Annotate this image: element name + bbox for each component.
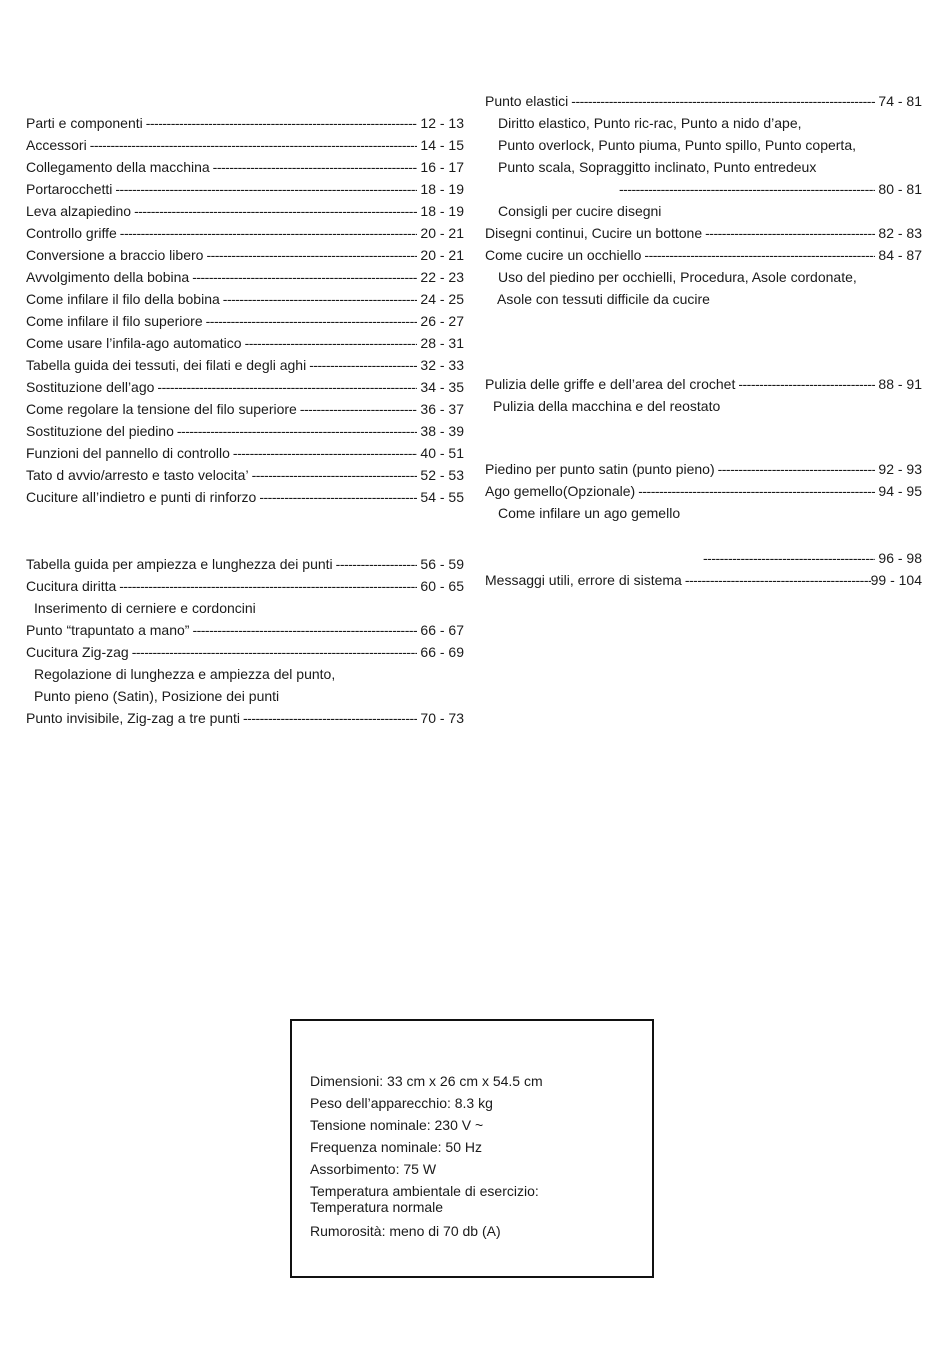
toc-entry-pages: 70 - 73 — [420, 710, 464, 726]
toc-entry — [485, 244, 922, 266]
toc-entry-pages: 18 - 19 — [420, 203, 464, 219]
toc-leader — [90, 134, 418, 156]
toc-entry — [26, 575, 464, 597]
toc-leader — [119, 575, 417, 597]
toc-leader — [259, 486, 417, 508]
toc-entry — [26, 288, 464, 310]
toc-leader — [206, 244, 417, 266]
toc-entry-title: Funzioni del pannello di controllo — [26, 445, 230, 461]
toc-entry-pages: 22 - 23 — [420, 269, 464, 285]
toc-entry-pages: 40 - 51 — [420, 445, 464, 461]
toc-entry-title: Conversione a braccio libero — [26, 247, 204, 263]
toc-entry-title: Accessori — [26, 137, 87, 153]
toc-entry-pages: 26 - 27 — [420, 313, 464, 329]
toc-leader — [120, 222, 418, 244]
toc-entry — [26, 354, 464, 376]
toc-leader — [336, 553, 418, 575]
toc-entry-title: Come usare l’infila-ago automatico — [26, 335, 242, 351]
toc-entry-title: Come regolare la tensione del filo superiore — [26, 401, 297, 417]
toc-entry — [26, 134, 464, 156]
toc-subentry: Pulizia della macchina e del reostato — [493, 398, 721, 414]
toc-entry-title: Punto invisibile, Zig-zag a tre punti — [26, 710, 240, 726]
toc-entry — [26, 619, 464, 641]
toc-entry-pages: 82 - 83 — [878, 225, 922, 241]
toc-entry-title: Messaggi utili, errore di sistema — [485, 572, 682, 588]
toc-entry-pages: 16 - 17 — [420, 159, 464, 175]
toc-entry — [619, 178, 922, 200]
toc-leader — [644, 244, 875, 266]
toc-entry-title: Piedino per punto satin (punto pieno) — [485, 461, 715, 477]
toc-leader — [177, 420, 418, 442]
toc-entry-pages: 36 - 37 — [420, 401, 464, 417]
toc-entry-title: Cucitura diritta — [26, 578, 117, 594]
toc-entry-pages: 92 - 93 — [878, 461, 922, 477]
toc-entry — [485, 90, 922, 112]
toc-entry-title: Leva alzapiedino — [26, 203, 132, 219]
toc-entry-pages: 28 - 31 — [420, 335, 464, 351]
toc-entry-pages: 34 - 35 — [420, 379, 464, 395]
spec-noise: Rumorosità: meno di 70 db (A) — [310, 1223, 501, 1239]
toc-entry-title: Ago gemello(Opzionale) — [485, 483, 636, 499]
toc-entry-title: Tabella guida dei tessuti, dei filati e degli aghi — [26, 357, 307, 373]
toc-entry-pages: 84 - 87 — [878, 247, 922, 263]
toc-subentry: Come infilare un ago gemello — [498, 505, 681, 521]
specifications-box — [290, 1019, 654, 1278]
toc-leader — [309, 354, 417, 376]
spec-temperature-value: Temperatura normale — [310, 1199, 444, 1215]
toc-subentry: Punto scala, Sopraggitto inclinato, Punto entredeux — [498, 159, 817, 175]
toc-entry-title: Punto elastici — [485, 93, 569, 109]
toc-leader — [132, 641, 418, 663]
toc-entry-pages: 54 - 55 — [420, 489, 464, 505]
toc-entry — [26, 156, 464, 178]
toc-entry-pages: 74 - 81 — [878, 93, 922, 109]
toc-entry — [26, 266, 464, 288]
toc-entry-title: Disegni continui, Cucire un bottone — [485, 225, 703, 241]
toc-entry — [26, 486, 464, 508]
toc-leader — [243, 707, 417, 729]
toc-leader — [619, 178, 875, 200]
toc-leader — [252, 464, 418, 486]
toc-leader — [192, 619, 417, 641]
toc-leader — [213, 156, 418, 178]
toc-entry — [26, 200, 464, 222]
toc-leader — [115, 178, 417, 200]
toc-subentry: Diritto elastico, Punto ric-rac, Punto a nido d’ape, — [498, 115, 802, 131]
toc-entry — [485, 222, 922, 244]
toc-entry-pages: 18 - 19 — [420, 181, 464, 197]
toc-entry-pages: 94 - 95 — [878, 483, 922, 499]
toc-subentry: Regolazione di lunghezza e ampiezza del punto, — [34, 666, 336, 682]
toc-entry — [26, 398, 464, 420]
toc-entry — [26, 332, 464, 354]
toc-subentry: Uso del piedino per occhielli, Procedura, Asole cordonate, — [498, 269, 857, 285]
toc-leader — [146, 112, 418, 134]
spec-dimensions: Dimensioni: 33 cm x 26 cm x 54.5 cm — [310, 1073, 543, 1089]
toc-entry-title: Avvolgimento della bobina — [26, 269, 190, 285]
toc-entry-pages: 20 - 21 — [420, 247, 464, 263]
toc-entry — [26, 641, 464, 663]
toc-subentry: Punto pieno (Satin), Posizione dei punti — [34, 688, 280, 704]
toc-leader — [192, 266, 417, 288]
toc-entry-pages: 14 - 15 — [420, 137, 464, 153]
toc-entry-pages: 56 - 59 — [420, 556, 464, 572]
toc-entry — [26, 178, 464, 200]
toc-entry-pages: 96 - 98 — [878, 550, 922, 566]
toc-leader — [206, 310, 418, 332]
toc-entry-title: Cuciture all’indietro e punti di rinforzo — [26, 489, 257, 505]
toc-entry — [26, 707, 464, 729]
toc-entry-pages: 24 - 25 — [420, 291, 464, 307]
toc-entry-title: Portarocchetti — [26, 181, 113, 197]
toc-entry-title: Come infilare il filo della bobina — [26, 291, 220, 307]
toc-entry — [485, 458, 922, 480]
toc-entry-title: Cucitura Zig-zag — [26, 644, 129, 660]
toc-entry — [26, 244, 464, 266]
toc-entry — [485, 480, 922, 502]
toc-entry-title: Tabella guida per ampiezza e lunghezza dei punti — [26, 556, 333, 572]
toc-entry — [26, 553, 464, 575]
toc-leader — [718, 458, 876, 480]
toc-entry — [26, 464, 464, 486]
toc-leader — [157, 376, 417, 398]
toc-entry-pages: 12 - 13 — [420, 115, 464, 131]
toc-leader — [638, 480, 875, 502]
toc-entry — [26, 420, 464, 442]
toc-leader — [571, 90, 875, 112]
toc-entry-title: Sostituzione dell’ago — [26, 379, 155, 395]
toc-subentry: Inserimento di cerniere e cordoncini — [34, 600, 256, 616]
toc-subentry: Punto overlock, Punto piuma, Punto spillo, Punto coperta, — [498, 137, 856, 153]
toc-entry-title: Tato d avvio/arresto e tasto velocita’ — [26, 467, 249, 483]
toc-entry-pages: 66 - 67 — [420, 622, 464, 638]
spec-temperature-label: Temperatura ambientale di esercizio: — [310, 1183, 539, 1199]
toc-leader — [223, 288, 418, 310]
toc-entry-pages: 52 - 53 — [420, 467, 464, 483]
toc-leader — [245, 332, 418, 354]
spec-weight: Peso dell’apparecchio: 8.3 kg — [310, 1095, 493, 1111]
toc-entry — [26, 376, 464, 398]
toc-entry — [26, 222, 464, 244]
toc-entry-pages: 32 - 33 — [420, 357, 464, 373]
toc-entry — [485, 569, 922, 591]
toc-leader — [300, 398, 418, 420]
toc-leader — [233, 442, 417, 464]
toc-entry-title: Controllo griffe — [26, 225, 117, 241]
toc-entry — [26, 112, 464, 134]
toc-entry — [26, 310, 464, 332]
toc-subentry: Asole con tessuti difficile da cucire — [497, 291, 710, 307]
spec-voltage: Tensione nominale: 230 V ~ — [310, 1117, 484, 1133]
toc-entry-title: Punto “trapuntato a mano” — [26, 622, 190, 638]
toc-subentry: Consigli per cucire disegni — [498, 203, 662, 219]
toc-entry-pages: 80 - 81 — [878, 181, 922, 197]
toc-entry — [703, 547, 922, 569]
spec-frequency: Frequenza nominale: 50 Hz — [310, 1139, 482, 1155]
toc-entry-title: Pulizia delle griffe e dell’area del crochet — [485, 376, 736, 392]
toc-leader — [134, 200, 417, 222]
toc-leader — [703, 547, 875, 569]
toc-entry-title: Parti e componenti — [26, 115, 143, 131]
toc-entry-pages: 20 - 21 — [420, 225, 464, 241]
toc-leader — [705, 222, 875, 244]
toc-entry-pages: 38 - 39 — [420, 423, 464, 439]
toc-entry-title: Come cucire un occhiello — [485, 247, 642, 263]
toc-entry-pages: 66 - 69 — [420, 644, 464, 660]
toc-entry-title: Come infilare il filo superiore — [26, 313, 203, 329]
toc-leader — [738, 373, 875, 395]
toc-entry-title: Collegamento della macchina — [26, 159, 210, 175]
toc-entry-pages: 60 - 65 — [420, 578, 464, 594]
toc-entry-pages: 88 - 91 — [878, 376, 922, 392]
toc-leader — [685, 569, 871, 591]
toc-entry-title: Sostituzione del piedino — [26, 423, 174, 439]
spec-power: Assorbimento: 75 W — [310, 1161, 437, 1177]
toc-entry — [26, 442, 464, 464]
toc-entry-pages: 99 - 104 — [870, 572, 922, 588]
toc-entry — [485, 373, 922, 395]
